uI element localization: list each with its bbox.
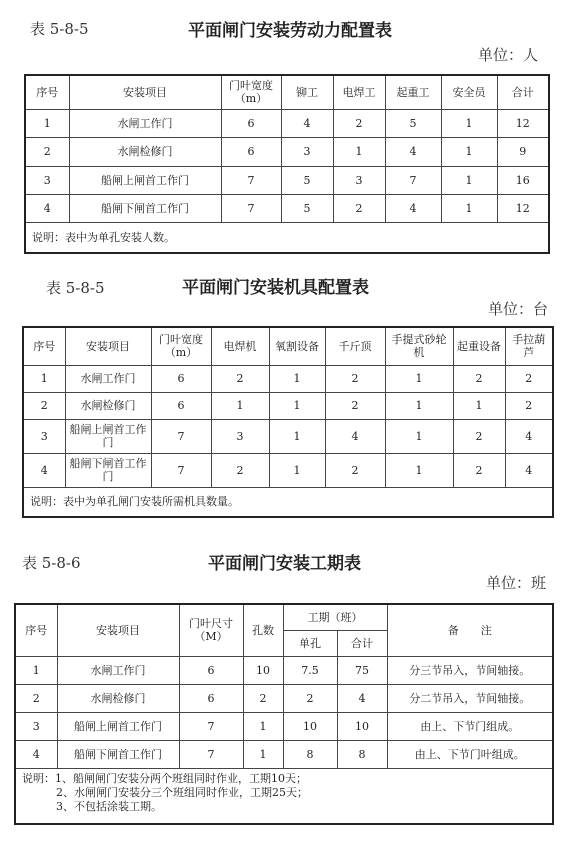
cell: 4	[505, 419, 553, 453]
cell: 由上、下节门叶组成。	[387, 740, 553, 768]
cell: 水闸检修门	[57, 684, 179, 712]
header-cell: 序号	[25, 75, 69, 109]
cell: 10	[243, 656, 283, 684]
cell: 1	[269, 419, 325, 453]
header-cell: 安装项目	[57, 604, 179, 656]
cell: 4	[15, 740, 57, 768]
cell: 4	[385, 138, 441, 166]
table-note-row	[15, 768, 553, 824]
header-cell: 序号	[23, 327, 65, 365]
labor-table	[24, 74, 550, 254]
cell: 1	[385, 453, 453, 487]
cell: 4	[23, 453, 65, 487]
table-title: 平面闸门安装劳动力配置表	[188, 21, 392, 41]
table-title: 平面闸门安装机具配置表	[182, 278, 369, 298]
cell: 3	[23, 419, 65, 453]
cell: 1	[453, 392, 505, 419]
cell: 2	[453, 365, 505, 392]
table-row	[15, 684, 553, 712]
cell: 7	[221, 194, 281, 222]
header-cell: 序号	[15, 604, 57, 656]
cell: 1	[441, 109, 497, 137]
header-cell: 安装项目	[65, 327, 151, 365]
cell: 分三节吊入，节间轴接。	[387, 656, 553, 684]
cell: 2	[453, 453, 505, 487]
cell: 2	[211, 365, 269, 392]
header-cell: 起重工	[385, 75, 441, 109]
cell: 6	[221, 109, 281, 137]
cell: 船闸下闸首工作门	[65, 453, 151, 487]
cell: 8	[283, 740, 337, 768]
cell: 1	[25, 109, 69, 137]
cell: 7	[151, 453, 211, 487]
cell: 2	[211, 453, 269, 487]
cell: 船闸下闸首工作门	[57, 740, 179, 768]
cell: 1	[243, 740, 283, 768]
table-header-row	[23, 327, 553, 365]
cell: 2	[15, 684, 57, 712]
cell: 10	[337, 712, 387, 740]
cell: 6	[179, 656, 243, 684]
header-cell: 起重设备	[453, 327, 505, 365]
cell: 3	[15, 712, 57, 740]
cell: 1	[23, 365, 65, 392]
table-notes	[15, 768, 553, 824]
cell: 水闸工作门	[57, 656, 179, 684]
header-cell: 门叶宽度（m）	[221, 75, 281, 109]
cell: 6	[151, 365, 211, 392]
table-header-row	[15, 604, 553, 630]
cell: 1	[441, 138, 497, 166]
cell: 1	[441, 166, 497, 194]
header-cell: 合计	[337, 630, 387, 656]
cell: 1	[269, 453, 325, 487]
cell: 7	[221, 166, 281, 194]
header-cell: 孔数	[243, 604, 283, 656]
cell: 4	[337, 684, 387, 712]
cell: 分二节吊入，节间轴接。	[387, 684, 553, 712]
cell: 12	[497, 109, 549, 137]
cell: 7	[179, 740, 243, 768]
cell: 5	[385, 109, 441, 137]
header-cell: 单孔	[283, 630, 337, 656]
cell: 4	[25, 194, 69, 222]
cell: 1	[243, 712, 283, 740]
cell: 7	[179, 712, 243, 740]
table-note-row	[23, 487, 553, 517]
cell: 2	[453, 419, 505, 453]
schedule-table	[14, 603, 554, 825]
table-row	[25, 166, 549, 194]
cell: 2	[333, 109, 385, 137]
cell: 1	[385, 365, 453, 392]
cell: 2	[283, 684, 337, 712]
table-unit: 单位：人	[478, 46, 539, 64]
table-note: 说明：表中为单孔安装人数。	[25, 223, 549, 253]
cell: 1	[15, 656, 57, 684]
cell: 1	[333, 138, 385, 166]
cell: 8	[337, 740, 387, 768]
equipment-table	[22, 326, 554, 518]
cell: 水闸检修门	[69, 138, 221, 166]
table-header-row	[25, 75, 549, 109]
cell: 2	[505, 392, 553, 419]
cell: 3	[25, 166, 69, 194]
cell: 3	[211, 419, 269, 453]
cell: 6	[179, 684, 243, 712]
cell: 1	[269, 365, 325, 392]
cell: 12	[497, 194, 549, 222]
cell: 2	[23, 392, 65, 419]
header-cell: 手拉葫芦	[505, 327, 553, 365]
cell: 75	[337, 656, 387, 684]
table-row	[25, 138, 549, 166]
header-cell: 门叶尺寸（M）	[179, 604, 243, 656]
cell: 2	[25, 138, 69, 166]
header-cell: 备 注	[387, 604, 553, 656]
cell: 5	[281, 194, 333, 222]
cell: 船闸上闸首工作门	[57, 712, 179, 740]
header-cell: 安装项目	[69, 75, 221, 109]
header-cell: 手提式砂轮机	[385, 327, 453, 365]
table-row	[23, 453, 553, 487]
cell: 2	[325, 365, 385, 392]
note-line: 3、不包括涂装工期。	[56, 799, 162, 813]
cell: 7	[385, 166, 441, 194]
table-row	[15, 656, 553, 684]
header-cell: 氧割设备	[269, 327, 325, 365]
cell: 水闸工作门	[65, 365, 151, 392]
table-unit: 单位：台	[488, 300, 549, 318]
cell: 水闸工作门	[69, 109, 221, 137]
header-cell: 门叶宽度（m）	[151, 327, 211, 365]
cell: 船闸上闸首工作门	[69, 166, 221, 194]
table-number: 表 5-8-5	[46, 279, 105, 297]
cell: 船闸上闸首工作门	[65, 419, 151, 453]
cell: 6	[221, 138, 281, 166]
cell: 1	[385, 392, 453, 419]
note-line: 2、水闸闸门安装分三个班组同时作业，工期25天；	[56, 785, 308, 799]
header-cell: 工期（班）	[283, 604, 387, 630]
table-row	[15, 712, 553, 740]
cell: 由上、下节门组成。	[387, 712, 553, 740]
header-cell: 安全员	[441, 75, 497, 109]
table-title: 平面闸门安装工期表	[208, 554, 361, 574]
cell: 4	[325, 419, 385, 453]
table-row	[15, 740, 553, 768]
table-row	[23, 365, 553, 392]
cell: 4	[281, 109, 333, 137]
cell: 10	[283, 712, 337, 740]
table-row	[23, 392, 553, 419]
cell: 1	[269, 392, 325, 419]
table-row	[23, 419, 553, 453]
cell: 1	[385, 419, 453, 453]
cell: 6	[151, 392, 211, 419]
cell: 2	[333, 194, 385, 222]
cell: 9	[497, 138, 549, 166]
table-note-row	[25, 223, 549, 253]
cell: 16	[497, 166, 549, 194]
cell: 3	[333, 166, 385, 194]
cell: 船闸下闸首工作门	[69, 194, 221, 222]
cell: 水闸检修门	[65, 392, 151, 419]
note-line: 说明：1、船闸闸门安装分两个班组同时作业，工期10天；	[22, 771, 307, 785]
cell: 2	[505, 365, 553, 392]
cell: 1	[211, 392, 269, 419]
cell: 7	[151, 419, 211, 453]
header-cell: 铆工	[281, 75, 333, 109]
table-number: 表 5-8-6	[22, 554, 81, 572]
cell: 1	[441, 194, 497, 222]
header-cell: 合计	[497, 75, 549, 109]
cell: 2	[243, 684, 283, 712]
header-cell: 千斤顶	[325, 327, 385, 365]
cell: 5	[281, 166, 333, 194]
header-cell: 电焊机	[211, 327, 269, 365]
cell: 2	[325, 392, 385, 419]
table-row	[25, 194, 549, 222]
header-cell: 电焊工	[333, 75, 385, 109]
cell: 2	[325, 453, 385, 487]
table-note: 说明：表中为单孔闸门安装所需机具数量。	[23, 487, 553, 517]
cell: 3	[281, 138, 333, 166]
table-number: 表 5-8-5	[30, 20, 89, 38]
cell: 4	[505, 453, 553, 487]
cell: 4	[385, 194, 441, 222]
table-row	[25, 109, 549, 137]
table-unit: 单位：班	[486, 574, 547, 592]
cell: 7.5	[283, 656, 337, 684]
